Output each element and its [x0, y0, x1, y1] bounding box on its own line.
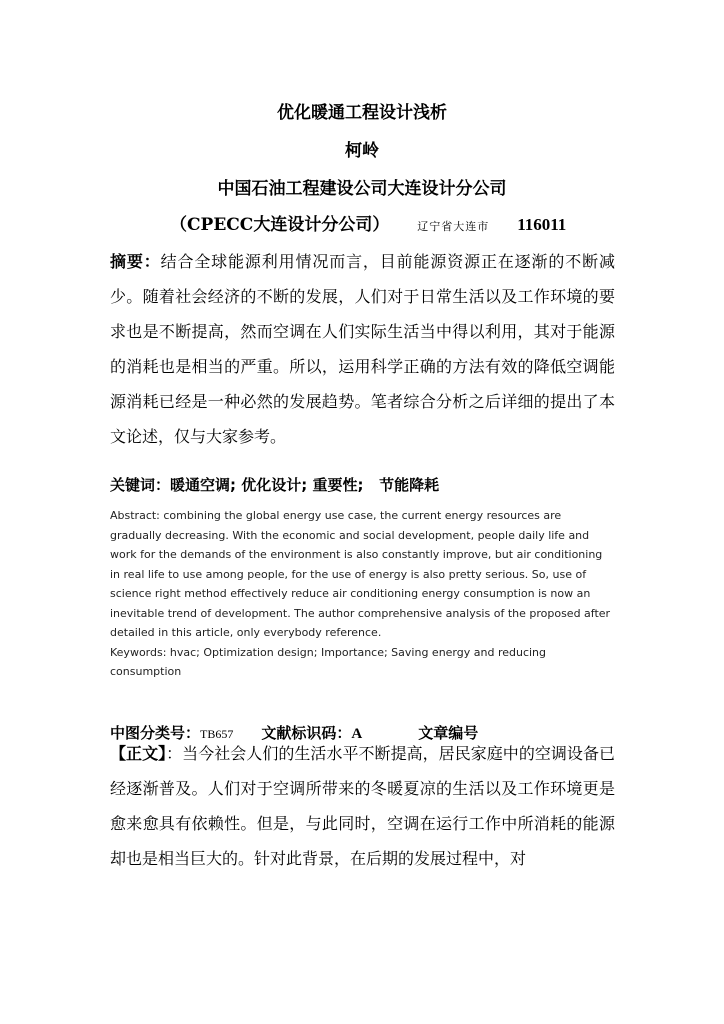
author-name: 柯岭 — [345, 141, 379, 161]
paper-title: 优化暖通工程设计浅析 — [277, 103, 447, 123]
organization: 中国石油工程建设公司大连设计分公司 — [217, 179, 507, 199]
keyword: 节能降耗 — [379, 476, 440, 494]
organization-short: （CPECC大连设计分公司） — [170, 215, 390, 235]
english-keywords: Keywords: hvac; Optimization design; Importance; Saving energy and reducing consumption — [110, 645, 546, 678]
abstract-paragraph — [110, 244, 615, 454]
location: 辽宁省大连市 — [417, 220, 490, 233]
organization-short-line — [170, 210, 566, 235]
keywords-line — [110, 474, 439, 495]
class-label: 中图分类号： — [110, 724, 201, 742]
keyword: 重要性; — [312, 476, 364, 494]
doc-code-value: A — [351, 726, 363, 742]
keyword: 优化设计; — [241, 476, 308, 494]
body-text: ：当今社会人们的生活水平不断提高，居民家庭中的空调设备已经逐渐普及。人们对于空调所带来的冬暖夏凉的生活以及工作环境更是愈来愈具有依赖性。但是，与此同时，空调在运行工作中所消耗的能源却也是相当巨大的。针对此背景，在后期的发展过程中，对 — [110, 744, 615, 868]
abstract-label: 摘要： — [110, 252, 161, 271]
postcode: 116011 — [517, 215, 567, 234]
article-number-label: 文章编号 — [418, 724, 479, 742]
body-paragraph — [110, 736, 615, 876]
class-value: TB657 — [200, 727, 234, 741]
doc-code-label: 文献标识码： — [261, 724, 352, 742]
body-label: 【正文】 — [110, 744, 167, 763]
abstract-text: 结合全球能源利用情况而言，目前能源资源正在逐渐的不断减少。随着社会经济的不断的发展，人们对于日常生活以及工作环境的要求也是不断提高，然而空调在人们实际生活当中得以利用，其对于能源的消耗也是相当的严重。所以，运用科学正确的方法有效的降低空调能源消耗已经是一种必然的发展趋势。笔者综合分析之后详细的提出了本文论述，仅与大家参考。 — [110, 252, 615, 446]
keywords-label: 关键词： — [110, 476, 171, 494]
english-abstract-block — [110, 506, 615, 682]
english-abstract: Abstract: combining the global energy use case, the current energy resources are gradually decreasing. With the economic and social development, people daily life and work for the demands of the environment is also constantly improve, but air conditioning in real life to use among people, for the use of energy is also pretty serious. So, use of science right method effectively reduce air conditioning energy consumption is now an inevitable trend of development. The author comprehensive analysis of the proposed after detailed in this article, only everybody reference. — [110, 509, 611, 639]
keyword: 暖通空调; — [170, 476, 237, 494]
